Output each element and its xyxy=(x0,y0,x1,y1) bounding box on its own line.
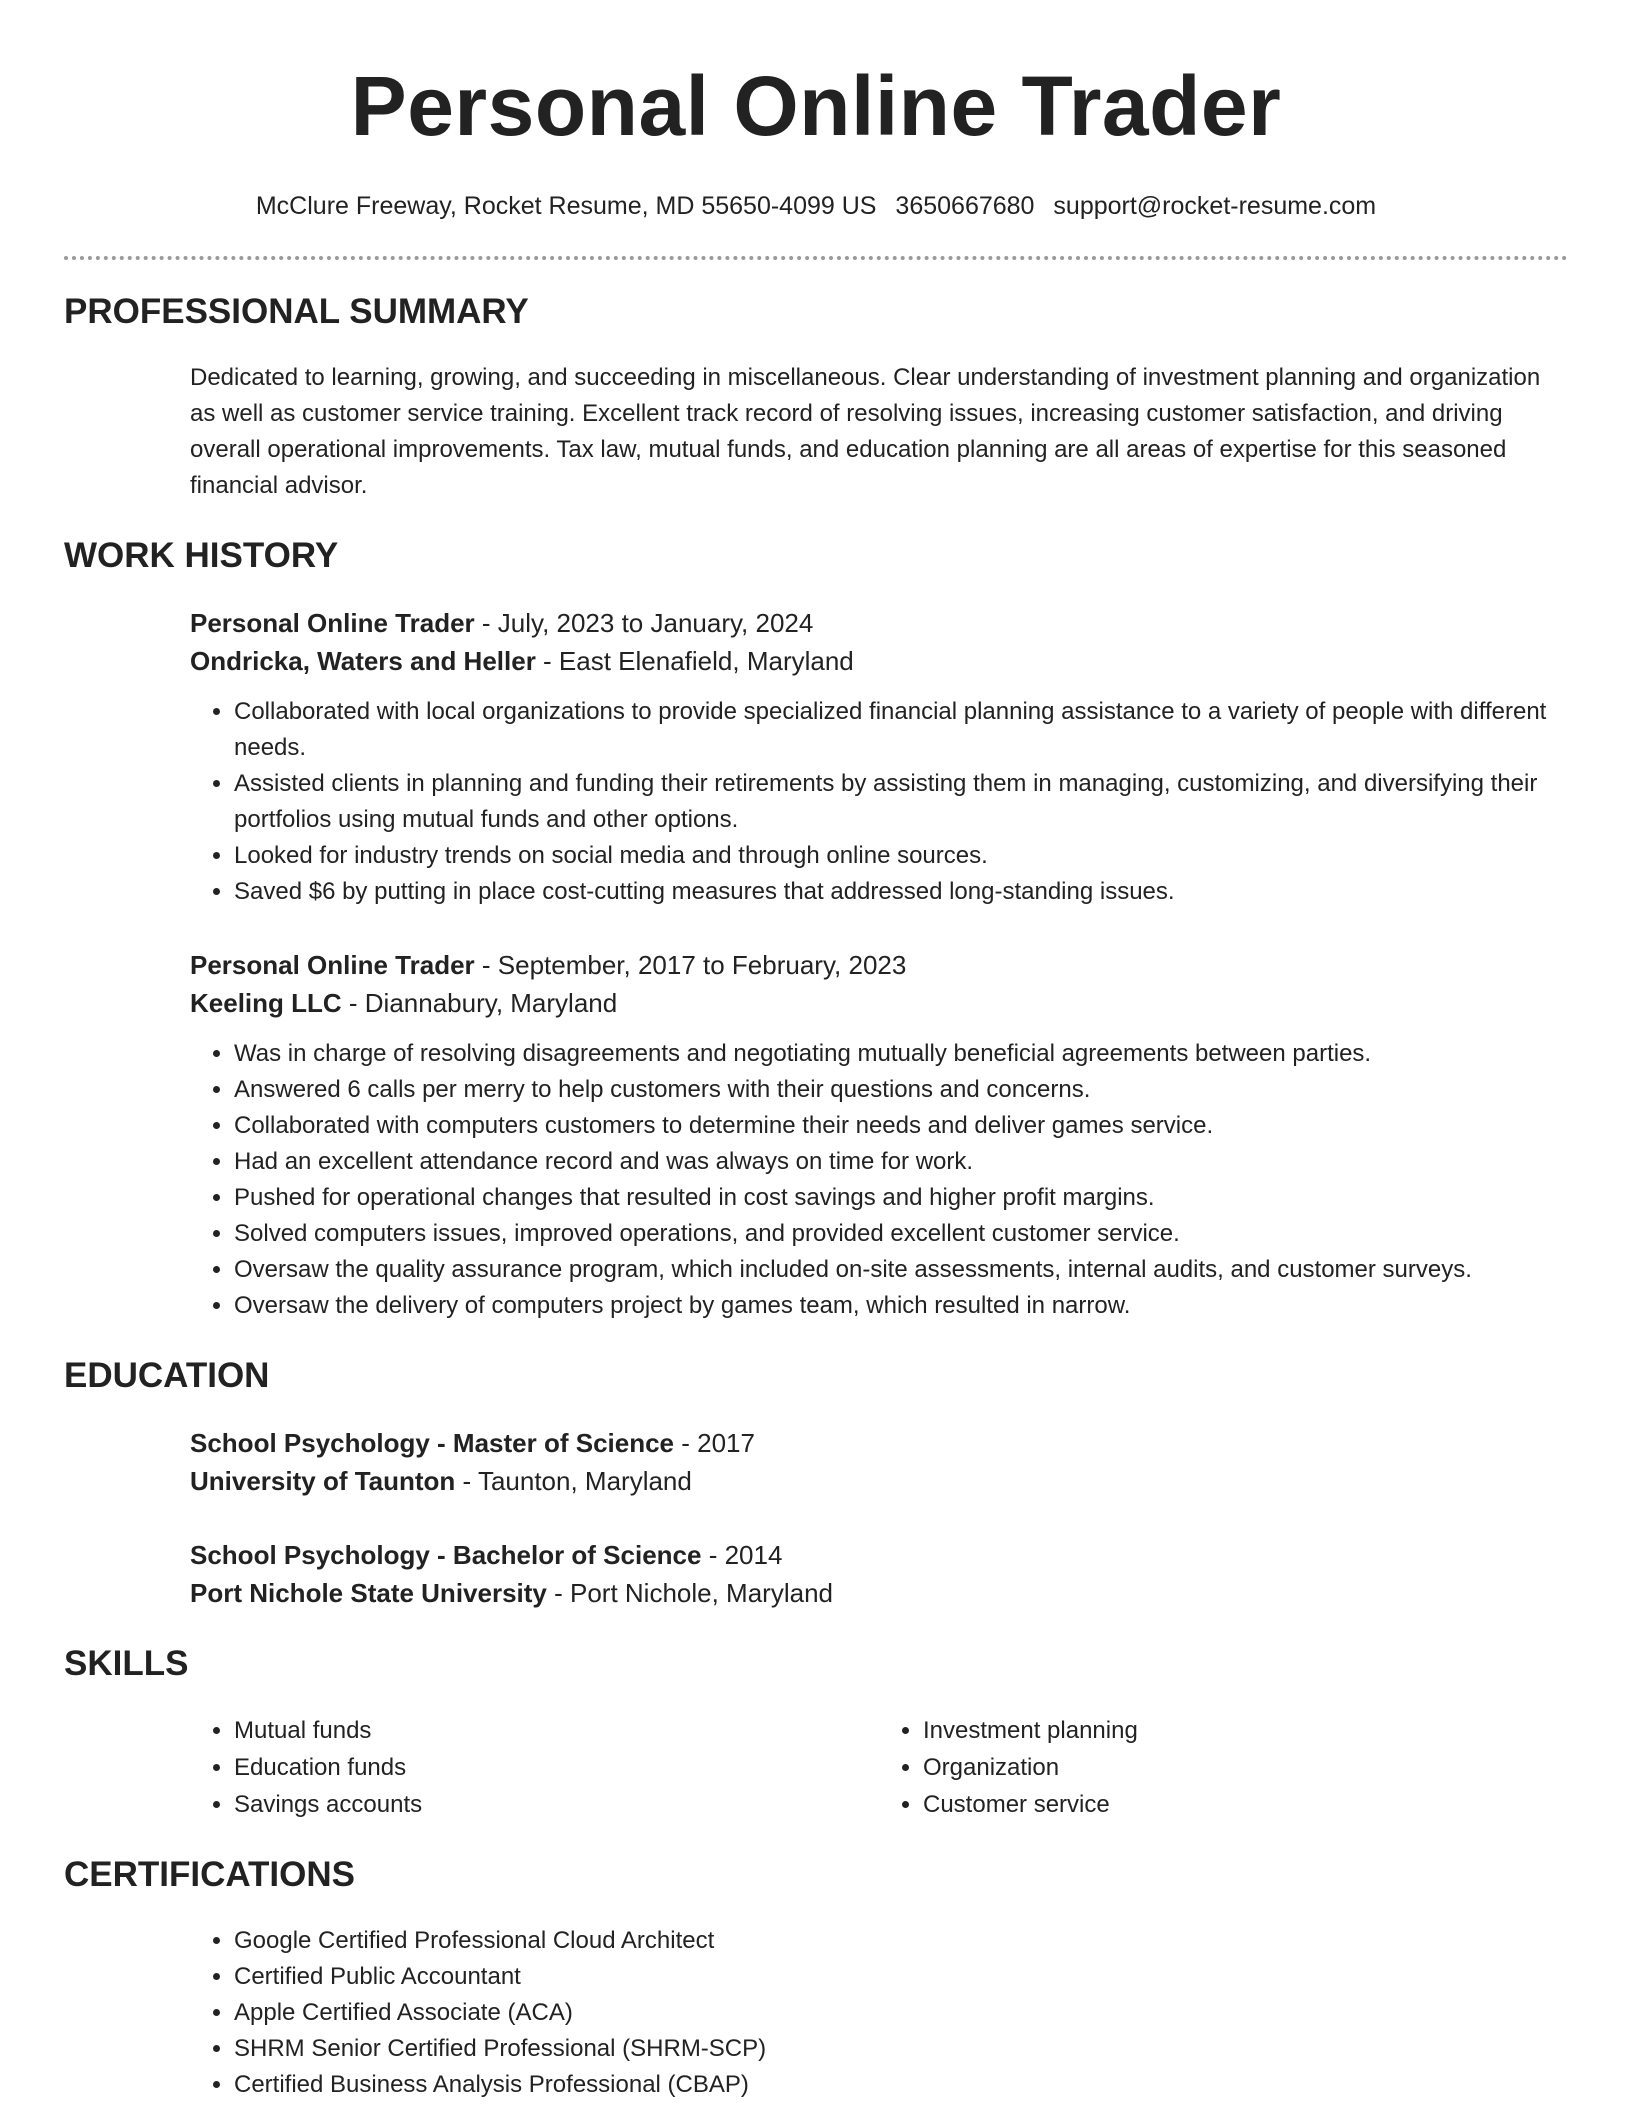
education-location: - Taunton, Maryland xyxy=(455,1466,692,1496)
header-divider xyxy=(64,256,1568,260)
job-role: Personal Online Trader xyxy=(190,950,475,980)
resume-name: Personal Online Trader xyxy=(350,59,1282,153)
certifications-section xyxy=(64,1853,1568,2103)
skill-item: • Investment planning xyxy=(923,1712,1568,1749)
job-company: Keeling LLC xyxy=(190,988,342,1018)
summary-text: Dedicated to learning, growing, and succeeding in miscellaneous. Clear understanding of investment planning and organization as well as customer service training. Excellent track record of resolving issues, increasing customer satisfaction, and driving overall operational improvements. Tax law, mutual funds, and education planning are all areas of expertise for this seasoned financial advisor. xyxy=(190,364,1541,499)
job-bullets xyxy=(190,1036,1568,1324)
skills-grid xyxy=(190,1712,1568,1823)
education-degree: School Psychology - Master of Science xyxy=(190,1428,675,1458)
education-entry xyxy=(190,1536,1568,1612)
job-company-line xyxy=(190,642,1568,680)
skills-title: SKILLS xyxy=(64,1644,189,1683)
contact-email: support@rocket-resume.com xyxy=(1053,192,1377,220)
skills-column-right xyxy=(879,1712,1568,1823)
certifications-title: CERTIFICATIONS xyxy=(64,1855,356,1894)
certification-item: • Google Certified Professional Cloud Architect xyxy=(234,1923,1568,1959)
job-company: Ondricka, Waters and Heller xyxy=(190,646,536,676)
job-bullet: • Oversaw the delivery of computers project by games team, which resulted in narrow. xyxy=(234,1288,1568,1324)
skill-item: • Organization xyxy=(923,1749,1568,1786)
job-dates: - September, 2017 to February, 2023 xyxy=(474,950,907,980)
job-bullet: • Oversaw the quality assurance program, which included on-site assessments, internal audits, and customer surveys. xyxy=(234,1252,1568,1288)
education-year: - 2014 xyxy=(701,1540,783,1570)
job-company-line xyxy=(190,984,1568,1022)
education-title: EDUCATION xyxy=(64,1356,270,1395)
job-role-line xyxy=(190,604,1568,642)
work-title: WORK HISTORY xyxy=(64,536,339,575)
certifications-list xyxy=(190,1923,1568,2103)
job-location: - East Elenafield, Maryland xyxy=(535,646,854,676)
job-bullet: • Had an excellent attendance record and was always on time for work. xyxy=(234,1144,1568,1180)
contact-phone: 3650667680 xyxy=(895,192,1035,220)
job-role-line xyxy=(190,946,1568,984)
job-entry xyxy=(190,604,1568,910)
job-bullet: • Solved computers issues, improved operations, and provided excellent customer service. xyxy=(234,1216,1568,1252)
skill-item: • Mutual funds xyxy=(234,1712,879,1749)
job-bullet: • Was in charge of resolving disagreements and negotiating mutually beneficial agreements between parties. xyxy=(234,1036,1568,1072)
education-school: University of Taunton xyxy=(190,1466,456,1496)
job-role: Personal Online Trader xyxy=(190,608,475,638)
job-location: - Diannabury, Maryland xyxy=(341,988,618,1018)
certification-item: • SHRM Senior Certified Professional (SHRM-SCP) xyxy=(234,2031,1568,2067)
skills-section xyxy=(64,1642,1568,1823)
education-year: - 2017 xyxy=(674,1428,755,1458)
skills-column-left xyxy=(190,1712,879,1823)
skill-item: • Customer service xyxy=(923,1786,1568,1823)
job-bullet: • Collaborated with local organizations to provide specialized financial planning assistance to a variety of people with different needs. xyxy=(234,694,1568,766)
education-location: - Port Nichole, Maryland xyxy=(546,1578,833,1608)
education-degree-line xyxy=(190,1424,1568,1462)
work-section xyxy=(64,534,1568,1324)
education-school-line xyxy=(190,1462,1568,1500)
education-section xyxy=(64,1354,1568,1612)
certification-item: • Certified Public Accountant xyxy=(234,1959,1568,1995)
job-bullet: • Answered 6 calls per merry to help customers with their questions and concerns. xyxy=(234,1072,1568,1108)
certification-item: • Apple Certified Associate (ACA) xyxy=(234,1995,1568,2031)
summary-title: PROFESSIONAL SUMMARY xyxy=(64,292,529,331)
contact-line xyxy=(64,190,1568,222)
contact-address: McClure Freeway, Rocket Resume, MD 55650-4099 US xyxy=(255,192,877,220)
certification-item: • Certified Business Analysis Professional (CBAP) xyxy=(234,2067,1568,2103)
education-school-line xyxy=(190,1574,1568,1612)
job-bullet: • Collaborated with computers customers to determine their needs and deliver games service. xyxy=(234,1108,1568,1144)
skill-item: • Savings accounts xyxy=(234,1786,879,1823)
job-bullets xyxy=(190,694,1568,910)
summary-section xyxy=(64,290,1568,504)
education-degree: School Psychology - Bachelor of Science xyxy=(190,1540,702,1570)
education-degree-line xyxy=(190,1536,1568,1574)
job-dates: - July, 2023 to January, 2024 xyxy=(474,608,814,638)
job-bullet: • Pushed for operational changes that resulted in cost savings and higher profit margins. xyxy=(234,1180,1568,1216)
job-entry xyxy=(190,946,1568,1324)
education-entry xyxy=(190,1424,1568,1500)
education-school: Port Nichole State University xyxy=(190,1578,547,1608)
skill-item: • Education funds xyxy=(234,1749,879,1786)
job-bullet: • Assisted clients in planning and funding their retirements by assisting them in managing, customizing, and diversifying their portfolios using mutual funds and other options. xyxy=(234,766,1568,838)
job-bullet: • Looked for industry trends on social media and through online sources. xyxy=(234,838,1568,874)
job-bullet: • Saved $6 by putting in place cost-cutting measures that addressed long-standing issues. xyxy=(234,874,1568,910)
